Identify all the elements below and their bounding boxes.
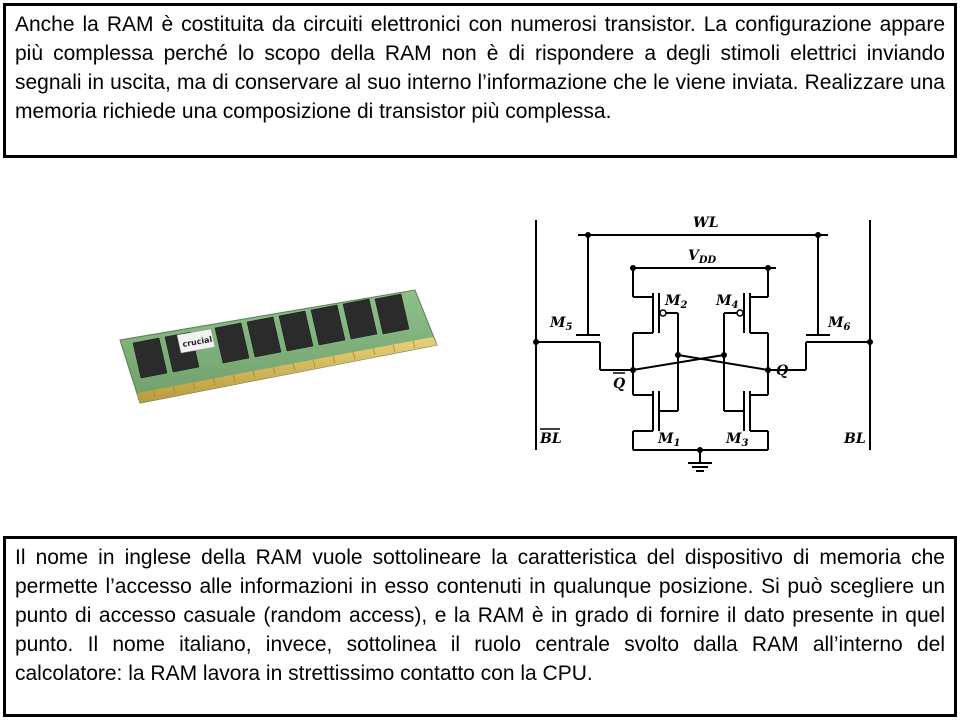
- wl-label: WL: [693, 215, 719, 231]
- intro-paragraph: Anche la RAM è costituita da circuiti elettronici con numerosi transistor. La configurazione appare più complessa perché lo scopo della RAM non è di rispondere a degli stimoli elettrici inviando segnali in uscita, ma di conservare al suo interno l’informazione che le viene inviata. Realizzare una memoria richiede una composizione di transistor più complessa.: [15, 13, 945, 123]
- ram-name-text-box: [3, 536, 957, 717]
- m3-label: $M_3$: [726, 431, 749, 449]
- m4-label: $M_4$: [716, 293, 739, 311]
- q-label: Q: [776, 363, 789, 379]
- m6-label: $M_6$: [828, 315, 851, 333]
- ram-brand-label: crucial: [181, 334, 213, 349]
- m5-label: $M_5$: [550, 315, 573, 333]
- bl-bar-label: BL: [540, 431, 562, 447]
- intro-text-box: [3, 3, 957, 158]
- m2-label: $M_2$: [665, 293, 688, 311]
- ram-name-paragraph: Il nome in inglese della RAM vuole sottolineare la caratteristica del dispositivo di memoria che permette l’accesso alle informazioni in esso contenuti in qualunque posizione. Si può scegliere un punto di accesso casuale (random access), e la RAM è in grado di fornire il dato presente in quel punto. Il nome italiano, invece, sottolinea il ruolo centrale svolto dalla RAM all’interno del calcolatore: la RAM lavora in strettissimo contatto con la CPU.: [15, 546, 945, 685]
- sram-cell-diagram: [528, 205, 878, 490]
- ram-module-image: [115, 285, 440, 410]
- bl-label: BL: [844, 431, 866, 447]
- q-bar-label: Q: [613, 376, 626, 392]
- m1-label: $M_1$: [658, 431, 681, 449]
- vdd-label: $V_{DD}$: [688, 248, 717, 266]
